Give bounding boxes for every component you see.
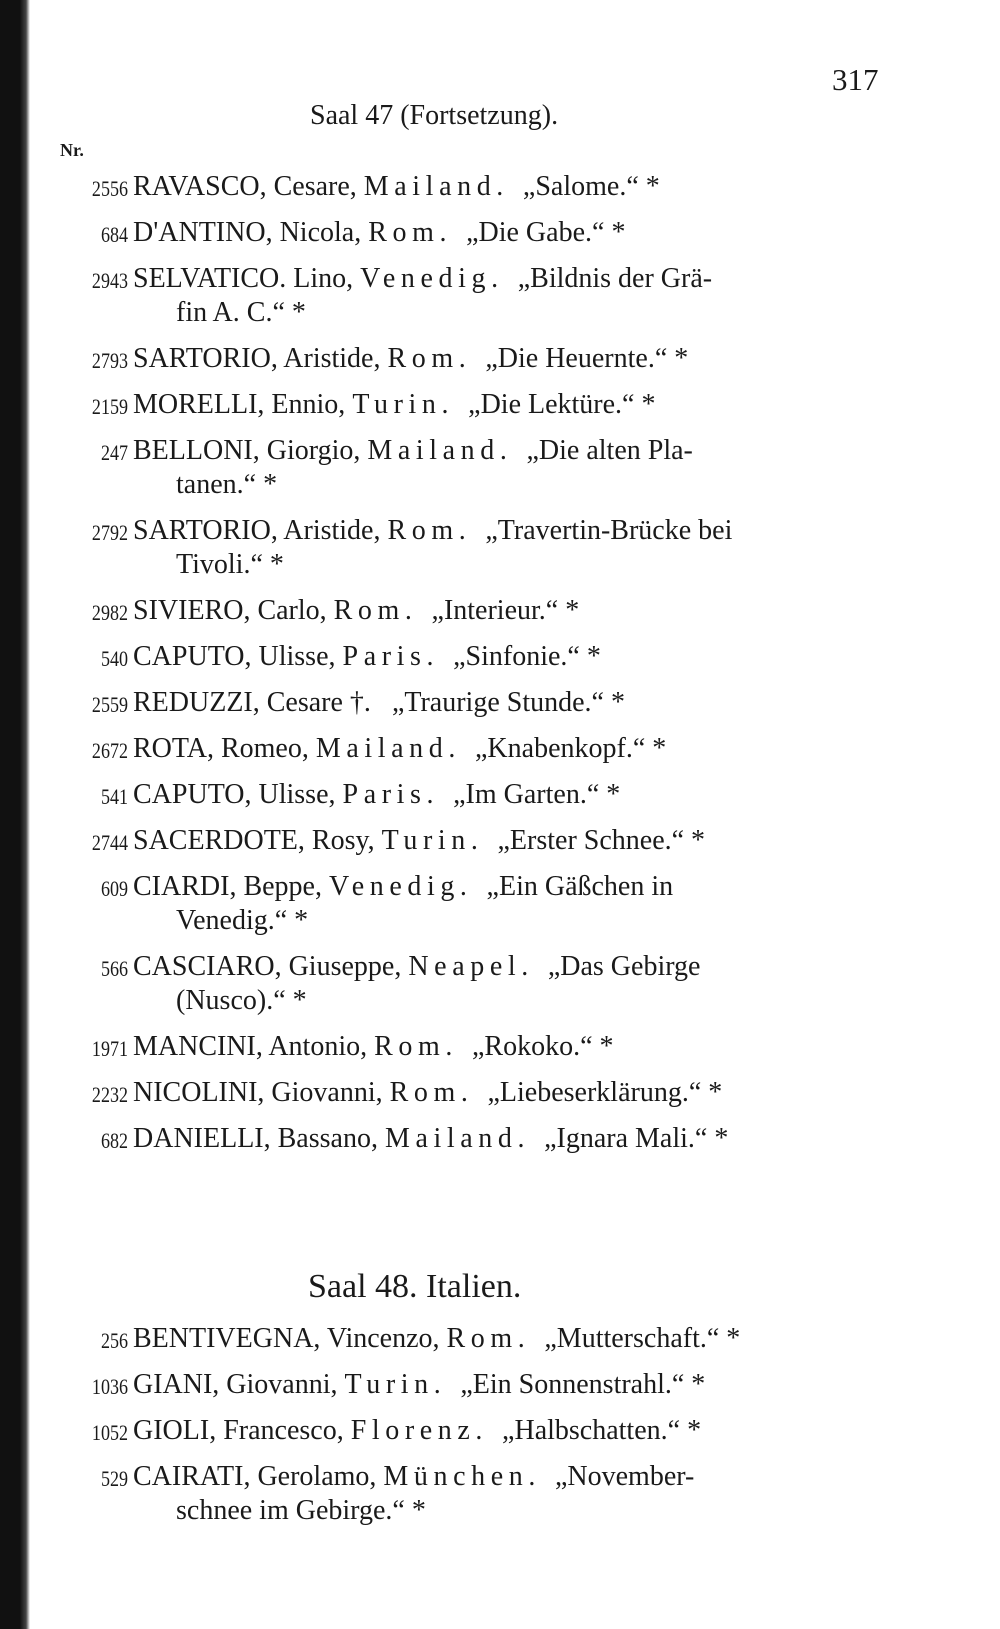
entry-line [133,1414,701,1448]
artist-name: SARTORIO, Aristide, [133,515,381,546]
section-heading-saal-48: Saal 48. Italien. [308,1268,522,1305]
artist-name: DANIELLI, Bassano, [133,1123,378,1154]
artist-city: Mailand. [315,733,461,764]
catalog-number: 2559 [91,692,128,717]
artwork-title: „Sinfonie.“ * [453,641,601,672]
entry-line [133,594,579,628]
catalog-number: 2792 [91,520,128,545]
catalog-number: 2232 [91,1082,128,1107]
artwork-title: „Erster Schnee.“ * [497,825,706,856]
artist-city: Venedig. [328,871,473,902]
artist-name: REDUZZI, Cesare †. [133,687,371,718]
entry-line [133,388,656,422]
artwork-title: „Die Heuernte.“ * [485,343,689,374]
artwork-title: „Die alten Pla- [526,435,693,466]
artist-city: Rom. [389,1077,474,1108]
artist-city: Mailand. [367,435,513,466]
artwork-title: „Salome.“ * [522,171,660,202]
artist-city: Mailand. [363,171,509,202]
entry-line [133,434,693,468]
entry-line [133,1076,722,1110]
entry-line [133,1122,728,1156]
title-continuation: Tivoli.“ * [176,549,284,580]
entry-line [133,640,601,674]
entry-line [133,824,705,858]
catalog-number: 684 [100,222,128,247]
catalog-number: 2556 [91,176,128,201]
artwork-title: „Ignara Mali.“ * [544,1123,729,1154]
artist-name: GIOLI, Francesco, [133,1415,344,1446]
page-number: 317 [832,62,879,97]
artwork-title: „Liebeserklärung.“ * [487,1077,723,1108]
entry-line [133,262,712,296]
catalog-number: 541 [100,784,128,809]
entry-line [133,1368,705,1402]
catalog-number: 2982 [91,600,128,625]
title-continuation: fin A. C.“ * [176,297,306,328]
entry-line [133,170,660,204]
artwork-title: „Halbschatten.“ * [502,1415,702,1446]
entry-line [133,216,625,250]
artist-city: Neapel. [408,951,534,982]
artwork-title: „Im Garten.“ * [453,779,621,810]
catalog-number: 2744 [91,830,128,855]
title-continuation: Venedig.“ * [176,905,309,936]
artist-name: SIVIERO, Carlo, [133,595,327,626]
catalog-number: 540 [100,646,128,671]
artwork-title: „Knabenkopf.“ * [475,733,667,764]
artist-city: Rom. [374,1031,458,1062]
artwork-title: „Die Lektüre.“ * [468,389,656,420]
artist-city: Venedig. [360,263,504,294]
artist-name: D'ANTINO, Nicola, [133,217,362,248]
catalog-number: 1971 [91,1036,128,1061]
artist-city: Rom. [368,217,453,248]
catalog-number: 1036 [91,1374,128,1399]
artwork-title: „Die Gabe.“ * [466,217,626,248]
catalog-number: 2159 [91,394,128,419]
number-column-label: Nr. [60,140,84,160]
artwork-title: „Travertin-Brücke bei [485,515,733,546]
artwork-title: „November- [554,1461,695,1492]
catalog-number: 247 [100,440,128,465]
artist-city: Paris. [342,779,440,810]
artist-city: Rom. [333,595,418,626]
artwork-title: „Rokoko.“ * [471,1031,614,1062]
catalog-number: 2672 [91,738,128,763]
entry-line [133,950,700,984]
artist-city: Rom. [387,343,472,374]
artwork-title: „Traurige Stunde.“ * [391,687,625,718]
catalog-number: 2943 [91,268,128,293]
artist-name: MANCINI, Antonio, [133,1031,368,1062]
entry-line [133,870,673,904]
catalog-number: 609 [100,876,128,901]
title-continuation: schnee im Gebirge.“ * [176,1495,426,1526]
catalog-number: 682 [100,1128,128,1153]
artist-name: CASCIARO, Giuseppe, [133,951,402,982]
artwork-title: „Ein Sonnenstrahl.“ * [460,1369,706,1400]
entry-line [133,1322,740,1356]
entry-line [133,1460,694,1494]
artist-name: CIARDI, Beppe, [133,871,322,902]
artist-name: CAIRATI, Gerolamo, [133,1461,377,1492]
artist-city: Rom. [446,1323,531,1354]
artist-name: NICOLINI, Giovanni, [133,1077,383,1108]
title-continuation: tanen.“ * [176,469,278,500]
artist-name: BELLONI, Giorgio, [133,435,361,466]
artwork-title: „Interieur.“ * [431,595,580,626]
title-continuation: (Nusco).“ * [176,985,307,1016]
artist-name: SACERDOTE, Rosy, [133,825,375,856]
entry-line [133,778,620,812]
artist-name: SELVATICO. Lino, [133,263,354,294]
artist-city: Florenz. [350,1415,489,1446]
artwork-title: „Ein Gäßchen in [486,871,674,902]
artist-name: GIANI, Giovanni, [133,1369,338,1400]
artist-name: ROTA, Romeo, [133,733,309,764]
artwork-title: „Das Gebirge [547,951,701,982]
entry-line [133,514,732,548]
artist-name: SARTORIO, Aristide, [133,343,381,374]
catalog-number: 1052 [91,1420,128,1445]
section-heading-saal-47: Saal 47 (Fortsetzung). [310,100,559,131]
artwork-title: „Bildnis der Grä- [517,263,713,294]
entry-line [133,686,625,720]
artist-name: CAPUTO, Ulisse, [133,779,336,810]
artist-city: Turin. [381,825,484,856]
artist-city: Turin. [352,389,455,420]
artist-city: Rom. [387,515,472,546]
entry-line [133,1030,614,1064]
artist-city: Paris. [342,641,440,672]
entry-line [133,732,666,766]
catalog-number: 529 [100,1466,128,1491]
catalog-number: 566 [100,956,128,981]
catalog-number: 256 [100,1328,128,1353]
artist-city: Turin. [344,1369,447,1400]
artwork-title: „Mutterschaft.“ * [544,1323,741,1354]
catalog-number: 2793 [91,348,128,373]
artist-name: CAPUTO, Ulisse, [133,641,336,672]
artist-name: BENTIVEGNA, Vincenzo, [133,1323,440,1354]
entry-line [133,342,688,376]
book-binding-edge [0,0,30,1629]
artist-city: München. [383,1461,541,1492]
artist-name: MORELLI, Ennio, [133,389,346,420]
artist-name: RAVASCO, Cesare, [133,171,357,202]
artist-city: Mailand. [384,1123,531,1154]
